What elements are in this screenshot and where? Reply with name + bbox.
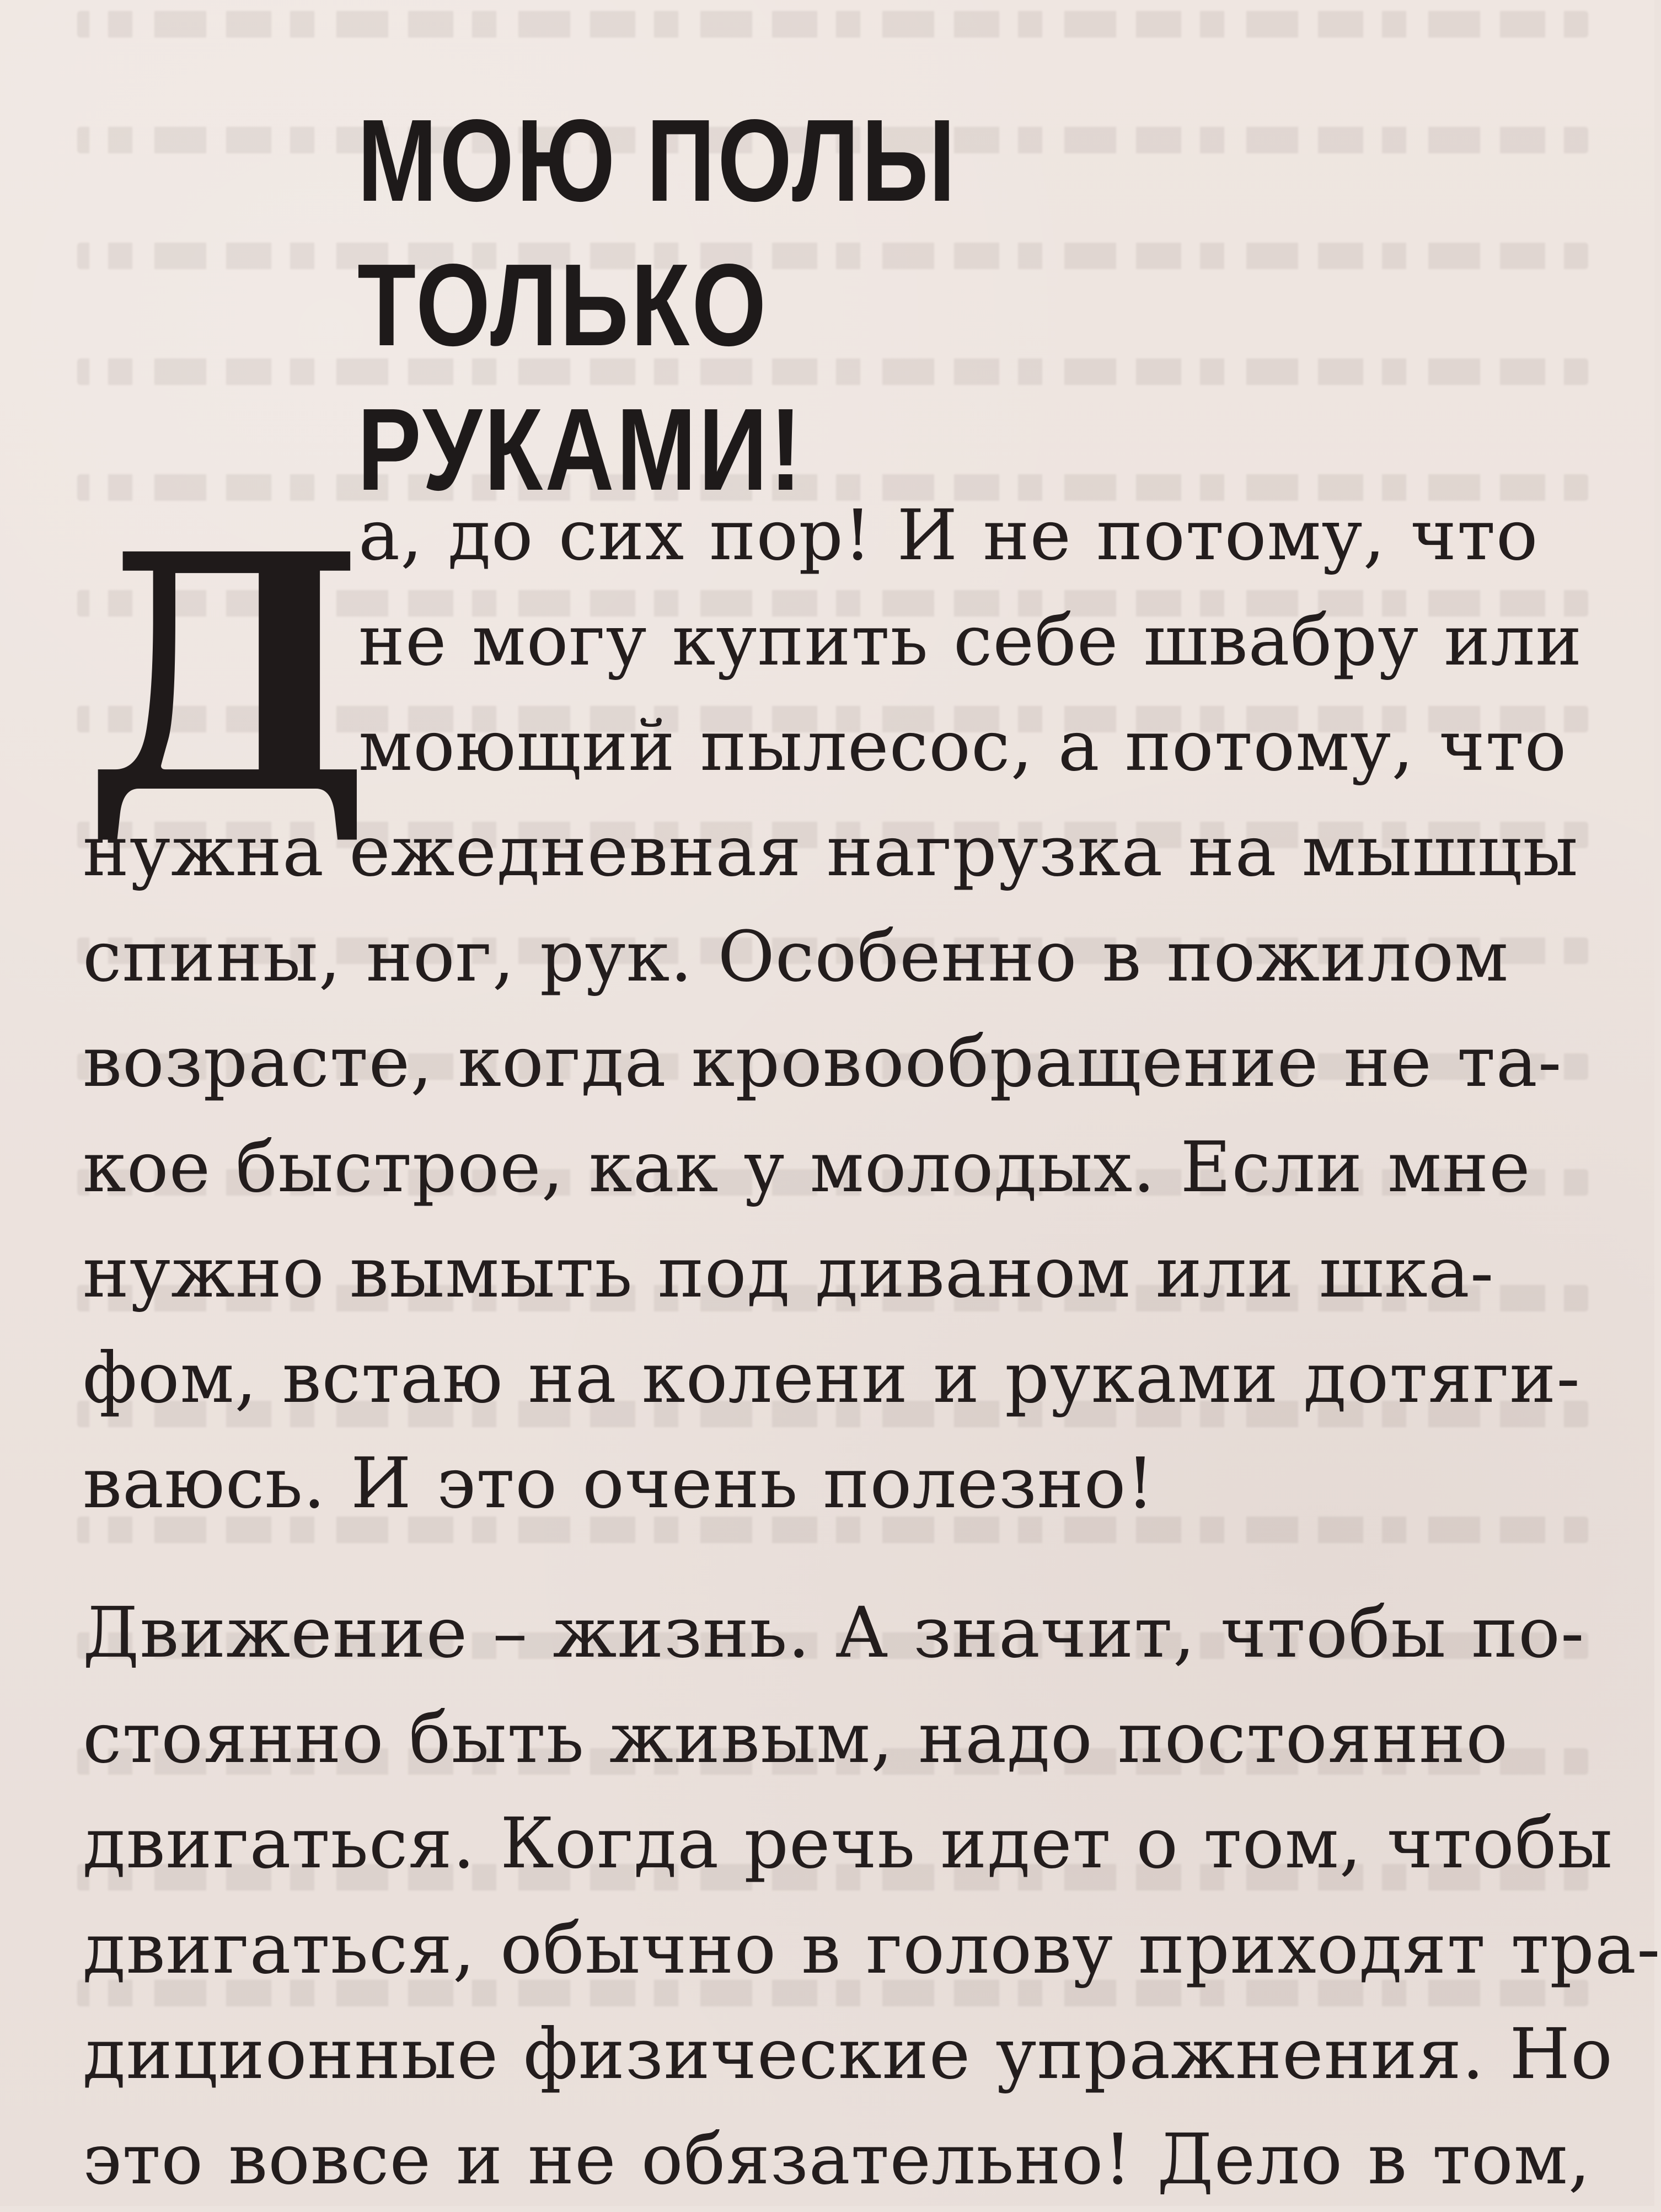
paragraph-1-text: нужна ежедневная нагрузка на мышцы — [83, 811, 1579, 892]
paragraph-1-line — [83, 483, 1616, 588]
paragraph-1-text: нужно вымыть под диваном или шка- — [83, 1232, 1494, 1313]
page-title-line-1: МОЮ ПОЛЫ ТОЛЬКО — [357, 95, 958, 370]
paragraph-2-line — [83, 2001, 1616, 2107]
paragraph-2-line — [83, 2107, 1616, 2212]
paragraph-1-line — [83, 799, 1616, 904]
paragraph-2-text: стоянно быть живым, надо постоянно — [83, 1697, 1509, 1779]
paragraph-2-text: двигаться. Когда речь идет о том, чтобы — [83, 1803, 1613, 1884]
paragraph-2-text: Движение – жизнь. А значит, чтобы по- — [83, 1592, 1585, 1673]
paragraph-1-text: спины, ног, рук. Особенно в пожилом — [83, 916, 1509, 997]
paragraph-1-text: возрасте, когда кровообращение не та- — [83, 1021, 1562, 1102]
paragraph-1-text: а, до сих пор! И не потому, что — [358, 495, 1539, 576]
dropcap-glyph: Д — [83, 484, 372, 866]
paragraph-1-line — [83, 693, 1616, 799]
paragraph-1-text: кое быстрое, как у молодых. Если мне — [83, 1127, 1531, 1208]
paragraph-2-text: двигаться, обычно в голову приходят тра- — [83, 1908, 1661, 1989]
paragraph-gap — [83, 1536, 1616, 1580]
paragraph-1-line — [83, 1220, 1616, 1325]
show-through-line — [77, 11, 1588, 38]
paragraph-1-text: моющий пылесос, а потому, что — [358, 705, 1567, 786]
paragraph-2-text: это вовсе и не обязательно! Дело в том, — [83, 2119, 1591, 2200]
article-body — [83, 483, 1661, 2212]
paragraph-1-line — [83, 1325, 1616, 1431]
paragraph-1-line — [83, 1431, 1616, 1536]
paragraph-1-text: ваюсь. И это очень полезно! — [83, 1443, 1155, 1524]
paragraph-1-text: не могу купить себе швабру или — [358, 600, 1583, 681]
paragraph-2-line — [83, 1685, 1616, 1791]
paragraph-1-line — [83, 588, 1616, 693]
paragraph-2-line — [83, 1791, 1616, 1896]
paragraph-1-text: фом, встаю на колени и руками дотяги- — [83, 1337, 1580, 1418]
page-title — [357, 88, 1343, 522]
paragraph-1-line — [83, 904, 1616, 1009]
paragraph-1-line — [83, 1009, 1616, 1115]
paragraph-2-line — [83, 1896, 1661, 2001]
paragraph-2-line — [83, 1580, 1616, 1685]
paragraph-1-line — [83, 1115, 1616, 1220]
paragraph-2-text: диционные физические упражнения. Но — [83, 2013, 1614, 2095]
page-title-line-2: РУКАМИ! — [357, 384, 804, 515]
